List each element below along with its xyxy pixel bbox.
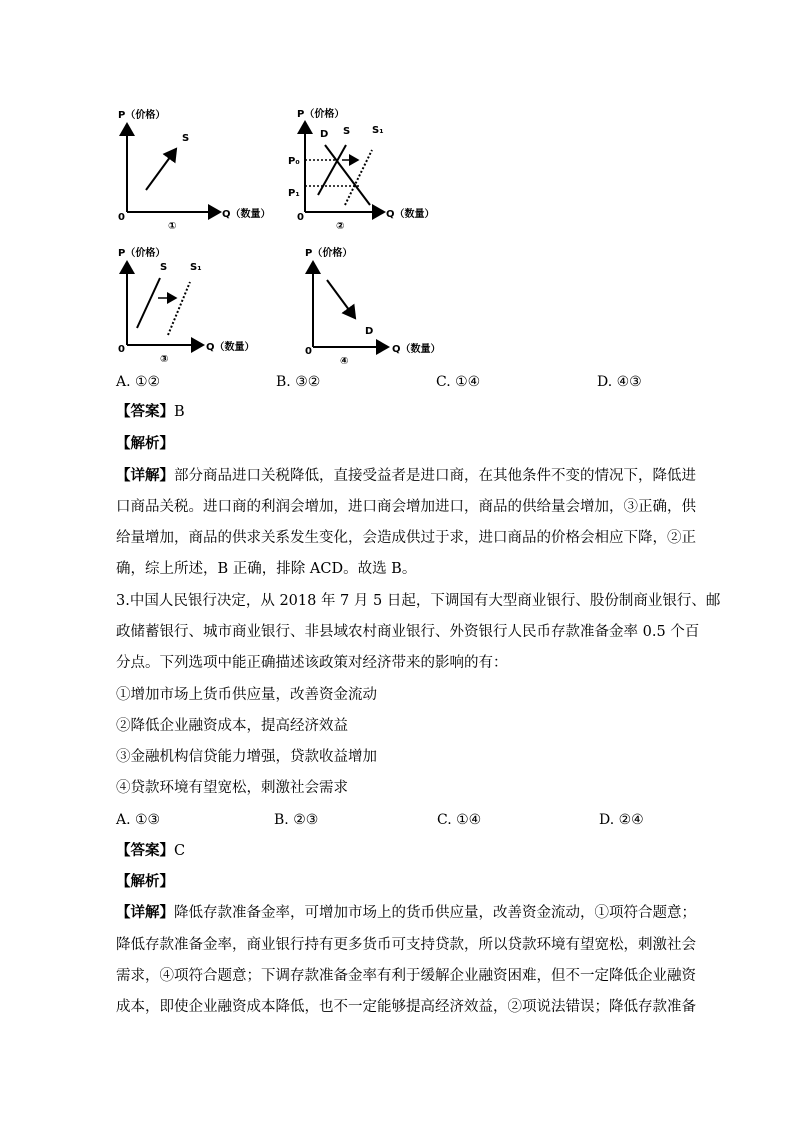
graph-4-demand-line: [327, 280, 355, 318]
q3-option-c: C. ①④: [437, 812, 482, 828]
graph-4-q-label: Q（数量）: [392, 344, 441, 355]
q3-item-4: ④贷款环境有望宽松，刺激社会需求: [116, 780, 348, 796]
graph-4-p-label: P（价格）: [305, 248, 353, 259]
q3-detail-line-2: 降低存款准备金率，商业银行持有更多货币可支持贷款，所以贷款环境有望宽松，刺激社会: [116, 937, 696, 953]
q2-answer-value: B: [174, 404, 185, 420]
graph-2-p1-label: P₁: [288, 188, 300, 199]
q3-answer: [116, 841, 185, 861]
q2-option-b: B. ③②: [276, 374, 321, 390]
graph-3-s1-label: S₁: [190, 262, 202, 273]
q3-item-3: ③金融机构信贷能力增强，贷款收益增加: [116, 749, 377, 765]
graph-1-p-label: P（价格）: [118, 110, 166, 121]
graph-1-q-label: Q（数量）: [222, 209, 271, 220]
q3-analysis-label: 【解析】: [116, 874, 174, 890]
q2-analysis-label: 【解析】: [116, 436, 174, 452]
q2-detail-line-4: 确，综上所述，B 正确，排除 ACD。故选 B。: [116, 561, 417, 577]
q2-detail-label: 【详解】: [116, 468, 174, 484]
q2-answer-label: 【答案】: [116, 404, 174, 420]
graph-2-number: ②: [336, 221, 345, 232]
graph-3-p-label: P（价格）: [118, 248, 166, 259]
graph-1-supply-line: [146, 149, 176, 190]
q2-option-c: C. ①④: [436, 374, 481, 390]
graph-1-origin: 0: [118, 212, 125, 223]
graph-3: [118, 246, 255, 365]
q2-detail-line-2: 口商品关税。进口商的利润会增加，进口商会增加进口，商品的供给量会增加，③正确，供: [116, 499, 696, 515]
graph-1-number: ①: [168, 221, 177, 232]
q2-detail-text: 部分商品进口关税降低，直接受益者是进口商，在其他条件不变的情况下，降低进: [174, 468, 696, 484]
q3-option-b: B. ②③: [274, 812, 319, 828]
graph-2-p0-label: P₀: [288, 156, 300, 167]
graph-2-supply-line: [318, 145, 346, 195]
q3-detail-line-4: 成本，即使企业融资成本降低，也不一定能够提高经济效益，②项说法错误；降低存款准备: [116, 999, 696, 1015]
q2-option-a: A. ①②: [116, 374, 161, 390]
q2-detail-line-3: 给量增加，商品的供求关系发生变化，会造成供过于求，进口商品的价格会相应下降，②正: [116, 530, 696, 546]
graph-2-demand-line: [325, 145, 370, 205]
graph-1: [118, 108, 271, 232]
graph-2: [288, 107, 435, 232]
q2-detail-line-1: [116, 466, 696, 486]
graph-3-number: ③: [160, 354, 169, 365]
graph-2-origin: 0: [297, 212, 304, 223]
graph-3-q-label: Q（数量）: [206, 342, 255, 353]
q3-detail-text: 降低存款准备金率，可增加市场上的货币供应量，改善资金流动，①项符合题意；: [174, 905, 696, 921]
q2-option-d: D. ④③: [597, 374, 642, 390]
q3-detail-line-3: 需求，④项符合题意；下调存款准备金率有利于缓解企业融资困难，但不一定降低企业融资: [116, 968, 696, 984]
graph-4: [305, 246, 441, 367]
q2-answer: [116, 402, 185, 422]
q3-stem-line-3: 分点。下列选项中能正确描述该政策对经济带来的影响的有：: [116, 655, 508, 671]
q3-detail-label: 【详解】: [116, 905, 174, 921]
q3-item-1: ①增加市场上货币供应量，改善资金流动: [116, 687, 377, 703]
q3-answer-label: 【答案】: [116, 843, 174, 859]
graph-4-origin: 0: [305, 346, 312, 357]
graph-4-number: ④: [340, 356, 349, 367]
q3-stem-line-2: 政储蓄银行、城市商业银行、非县域农村商业银行、外资银行人民币存款准备金率 0.5 个百: [116, 624, 700, 640]
q3-option-d: D. ②④: [599, 812, 644, 828]
q3-detail-line-1: [116, 903, 696, 923]
q3-stem-line-1: 3.中国人民银行决定，从 2018 年 7 月 5 日起，下调国有大型商业银行、股份制商业银行、邮: [116, 593, 721, 609]
graph-2-q-label: Q（数量）: [386, 209, 435, 220]
graph-2-s-label: S: [343, 126, 351, 137]
q3-item-2: ②降低企业融资成本，提高经济效益: [116, 718, 348, 734]
graph-2-s1-label: S₁: [372, 125, 384, 136]
q3-answer-value: C: [174, 843, 186, 859]
graph-2-p-label: P（价格）: [297, 109, 345, 120]
q3-option-a: A. ①③: [116, 812, 161, 828]
graph-3-supply-line: [137, 278, 160, 328]
graph-1-s-label: S: [182, 133, 190, 144]
supply-demand-graphs: [0, 0, 794, 370]
graph-3-supply1-line: [168, 282, 190, 335]
graph-3-origin: 0: [118, 344, 125, 355]
graph-4-d-label: D: [365, 326, 374, 337]
graph-2-d-label: D: [320, 129, 329, 140]
graph-3-s-label: S: [160, 262, 168, 273]
